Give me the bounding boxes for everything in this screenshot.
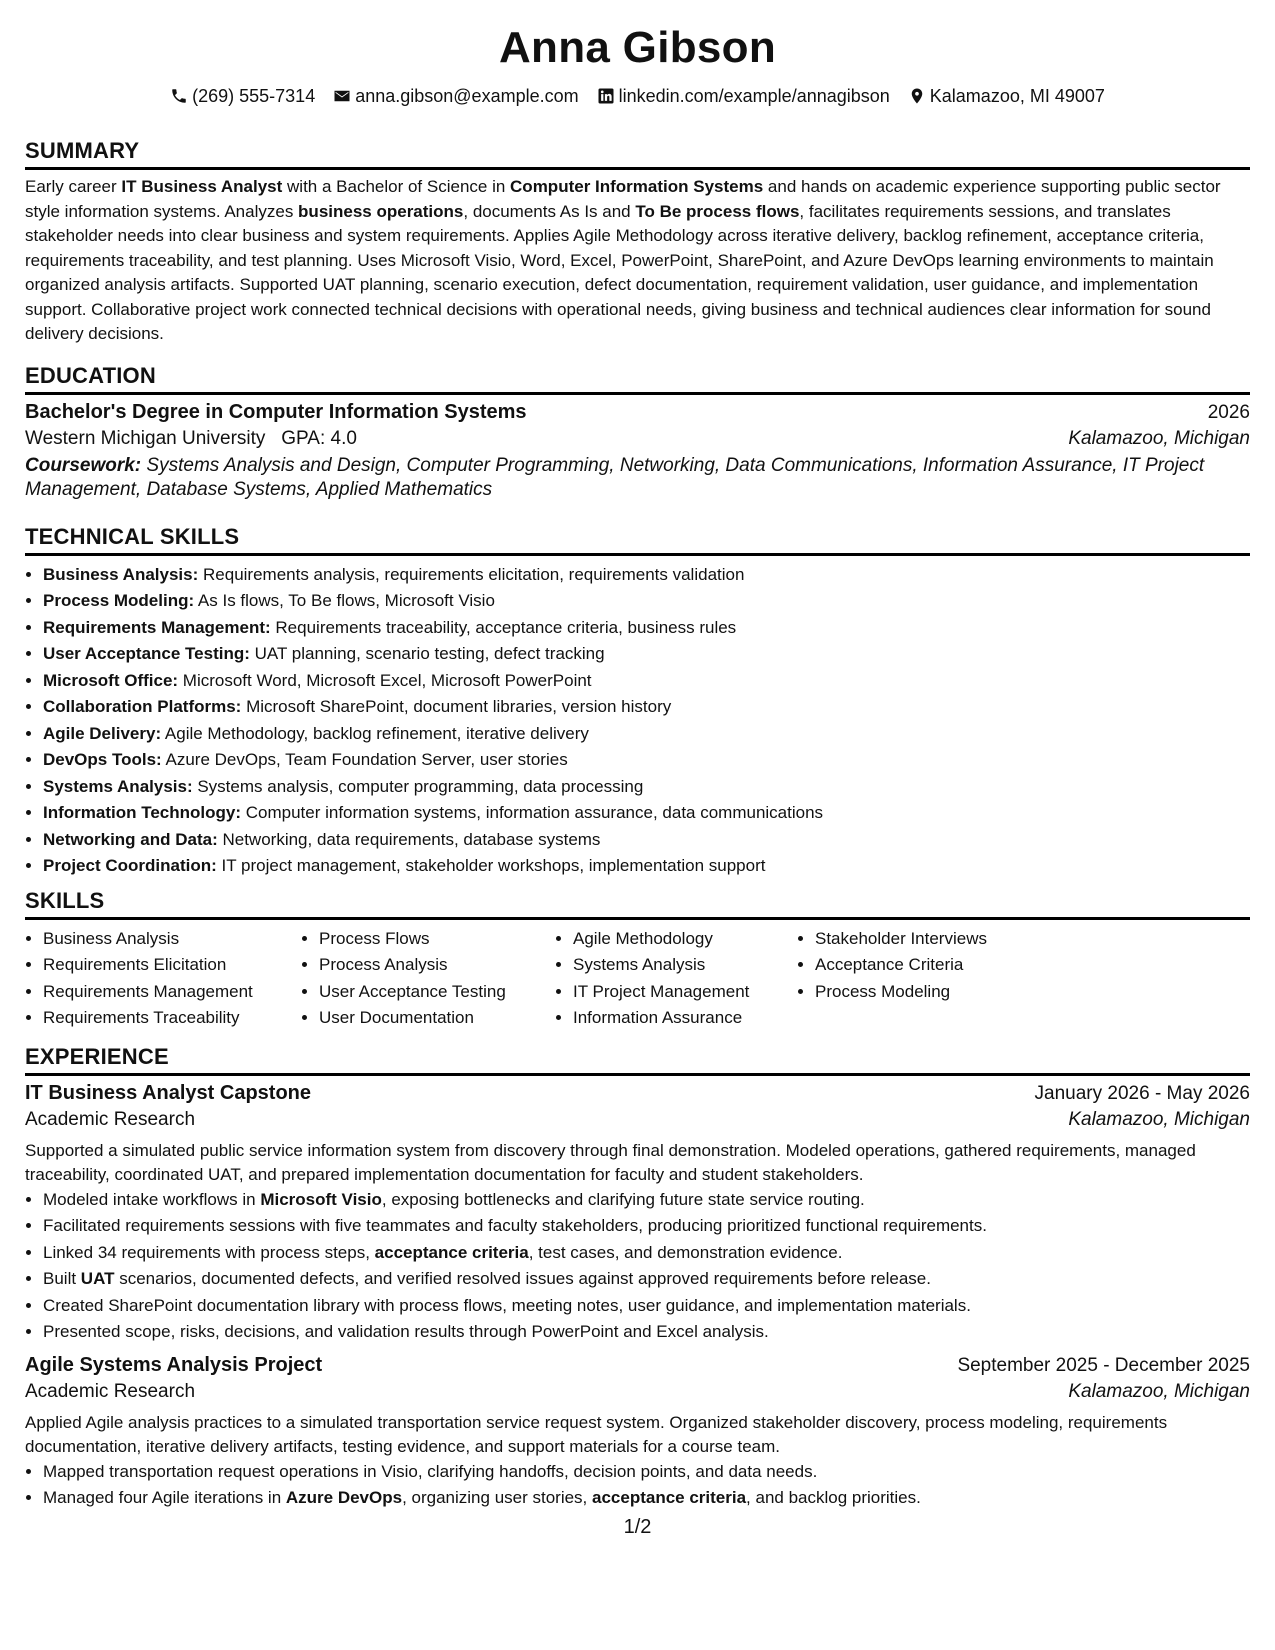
list-item: • Facilitated requirements sessions with five teammates and faculty stakeholders, producing prioritized functional requirements. xyxy=(43,1213,1250,1240)
summary-bold: To Be process flows xyxy=(635,201,800,221)
list-item: • Mapped transportation request operations in Visio, clarifying handoffs, decision points, and data needs. xyxy=(43,1459,1250,1486)
list-item: • Built UAT scenarios, documented defects, and verified resolved issues against approved requirements before release. xyxy=(43,1266,1250,1293)
envelope-icon xyxy=(333,87,351,105)
list-item: • User Acceptance Testing: UAT planning, scenario testing, defect tracking xyxy=(43,641,1250,668)
job-org-row xyxy=(25,1109,1250,1131)
section-title-skills: SKILLS xyxy=(25,888,1250,920)
skills-section xyxy=(25,888,1250,1032)
list-item: • Requirements Management xyxy=(43,979,301,1006)
contact-email[interactable] xyxy=(333,86,578,107)
list-item: • Collaboration Platforms: Microsoft SharePoint, document libraries, version history xyxy=(43,694,1250,721)
list-item: • Process Flows xyxy=(319,926,555,953)
education-school-row xyxy=(25,428,1250,450)
list-item: • Stakeholder Interviews xyxy=(815,926,987,953)
list-item: • Requirements Elicitation xyxy=(43,952,301,979)
coursework-list: Systems Analysis and Design, Computer Programming, Networking, Data Communications, Information Assurance, IT Project Management, Database Systems, Applied Mathematics xyxy=(25,454,1205,500)
contact-location xyxy=(908,86,1105,107)
list-item: • Networking and Data: Networking, data requirements, database systems xyxy=(43,827,1250,854)
education-section xyxy=(25,363,1250,502)
contact-phone[interactable] xyxy=(170,86,315,107)
list-item: • Process Modeling: As Is flows, To Be flows, Microsoft Visio xyxy=(43,588,1250,615)
education-header-row xyxy=(25,401,1250,424)
section-title-education: EDUCATION xyxy=(25,363,1250,395)
email-text: anna.gibson@example.com xyxy=(355,85,579,106)
skills-column xyxy=(555,926,797,1032)
list-item: • DevOps Tools: Azure DevOps, Team Foundation Server, user stories xyxy=(43,747,1250,774)
summary-part: with a Bachelor of Science in xyxy=(282,177,511,196)
coursework-label: Coursework: xyxy=(25,454,142,476)
summary-section xyxy=(25,138,1250,347)
candidate-name: Anna Gibson xyxy=(498,23,777,72)
summary-bold: Computer Information Systems xyxy=(510,177,764,196)
summary-bold: business operations xyxy=(298,201,464,221)
list-item: • Requirements Traceability xyxy=(43,1005,301,1032)
job-title: Agile Systems Analysis Project xyxy=(25,1353,323,1376)
job-entry xyxy=(25,1082,1250,1346)
summary-part: , facilitates requirements sessions, and translates stakeholder needs into clear business and system requirements. Applies Agile Methodology across iterative delivery, backlog refinement, acceptance criteria, requirements traceability, and test planning. Uses Microsoft Visio, Word, Excel, PowerPoint, SharePoint, and Azure DevOps learning environments to maintain organized analysis artifacts. Supported UAT planning, scenario execution, defect documentation, requirement validation, user guidance, and implementation support. Collaborative project work connected technical decisions with operational needs, giving business and technical audiences clear information for sound delivery decisions. xyxy=(25,201,1214,343)
contact-linkedin[interactable] xyxy=(597,86,890,107)
section-title-experience: EXPERIENCE xyxy=(25,1044,1250,1076)
job-description: Applied Agile analysis practices to a simulated transportation service request system. Organized stakeholder discovery, process modeling, requirements documentation, iterative delivery artifacts, testing evidence, and support materials for a course team. xyxy=(25,1412,1168,1456)
experience-section xyxy=(25,1044,1250,1512)
location-text: Kalamazoo, MI 49007 xyxy=(929,85,1105,106)
list-item: • IT Project Management xyxy=(573,979,797,1006)
job-bullets xyxy=(25,1459,1250,1512)
list-item: • Microsoft Office: Microsoft Word, Microsoft Excel, Microsoft PowerPoint xyxy=(43,668,1250,695)
job-header-row xyxy=(25,1082,1250,1105)
list-item: • Linked 34 requirements with process steps, acceptance criteria, test cases, and demonstration evidence. xyxy=(43,1240,1250,1267)
job-location: Kalamazoo, Michigan xyxy=(1068,1380,1250,1402)
school-location: Kalamazoo, Michigan xyxy=(1068,427,1250,449)
resume-page xyxy=(25,0,1250,1512)
summary-text xyxy=(25,175,1250,347)
list-item: • Created SharePoint documentation library with process flows, meeting notes, user guidance, and implementation materials. xyxy=(43,1293,1250,1320)
summary-part: Early career xyxy=(25,177,122,196)
list-item: • Agile Delivery: Agile Methodology, backlog refinement, iterative delivery xyxy=(43,721,1250,748)
graduation-year: 2026 xyxy=(1207,401,1250,423)
summary-part: and hands on academic experience supporting public sector style information systems. Analyzes xyxy=(25,177,1221,221)
list-item: • Presented scope, risks, decisions, and validation results through PowerPoint and Excel analysis. xyxy=(43,1319,1250,1346)
technical-skills-list xyxy=(25,562,1250,880)
linkedin-text: linkedin.com/example/annagibson xyxy=(618,85,890,106)
job-title: IT Business Analyst Capstone xyxy=(25,1081,311,1104)
job-org-row xyxy=(25,1381,1250,1403)
phone-icon xyxy=(170,87,188,105)
phone-text: (269) 555-7314 xyxy=(192,85,316,106)
job-location: Kalamazoo, Michigan xyxy=(1068,1108,1250,1130)
linkedin-icon xyxy=(597,87,615,105)
summary-part: , documents As Is and xyxy=(463,201,636,221)
list-item: • Business Analysis: Requirements analysis, requirements elicitation, requirements validation xyxy=(43,562,1250,589)
page-number: 1/2 xyxy=(623,1516,652,1538)
job-description: Supported a simulated public service information system from discovery through final demonstration. Modeled operations, gathered requirements, managed traceability, coordinated UAT, and prepared implementation documentation for faculty and student stakeholders. xyxy=(25,1140,1196,1184)
summary-bold: IT Business Analyst xyxy=(121,177,283,196)
list-item: • Acceptance Criteria xyxy=(815,952,987,979)
list-item: • Systems Analysis: Systems analysis, computer programming, data processing xyxy=(43,774,1250,801)
list-item: • Project Coordination: IT project management, stakeholder workshops, implementation support xyxy=(43,853,1250,880)
degree-title: Bachelor's Degree in Computer Information Systems xyxy=(25,400,527,423)
list-item: • Requirements Management: Requirements traceability, acceptance criteria, business rules xyxy=(43,615,1250,642)
list-item: • Systems Analysis xyxy=(573,952,797,979)
list-item: • Information Technology: Computer information systems, information assurance, data communications xyxy=(43,800,1250,827)
skills-column xyxy=(25,926,301,1032)
list-item: • User Documentation xyxy=(319,1005,555,1032)
technical-skills-section xyxy=(25,524,1250,880)
list-item: • Process Modeling xyxy=(815,979,987,1006)
job-dates: January 2026 - May 2026 xyxy=(1034,1082,1250,1104)
job-org: Academic Research xyxy=(25,1108,196,1130)
skills-column xyxy=(301,926,555,1032)
list-item: • Managed four Agile iterations in Azure DevOps, organizing user stories, acceptance criteria, and backlog priorities. xyxy=(43,1485,1250,1512)
job-entry xyxy=(25,1354,1250,1512)
list-item: • Modeled intake workflows in Microsoft Visio, exposing bottlenecks and clarifying future state service routing. xyxy=(43,1187,1250,1214)
list-item: • User Acceptance Testing xyxy=(319,979,555,1006)
list-item: • Process Analysis xyxy=(319,952,555,979)
coursework xyxy=(25,454,1250,502)
list-item: • Business Analysis xyxy=(43,926,301,953)
job-org: Academic Research xyxy=(25,1380,196,1402)
job-dates: September 2025 - December 2025 xyxy=(957,1354,1250,1376)
skills-column xyxy=(797,926,987,1032)
section-title-technical-skills: TECHNICAL SKILLS xyxy=(25,524,1250,556)
job-bullets xyxy=(25,1187,1250,1346)
skills-grid xyxy=(25,926,1250,1032)
list-item: • Agile Methodology xyxy=(573,926,797,953)
job-header-row xyxy=(25,1354,1250,1377)
list-item: • Information Assurance xyxy=(573,1005,797,1032)
school-gpa: Western Michigan University GPA: 4.0 xyxy=(25,427,357,449)
map-pin-icon xyxy=(908,87,926,105)
section-title-summary: SUMMARY xyxy=(25,138,1250,170)
contact-bar xyxy=(25,84,1250,108)
